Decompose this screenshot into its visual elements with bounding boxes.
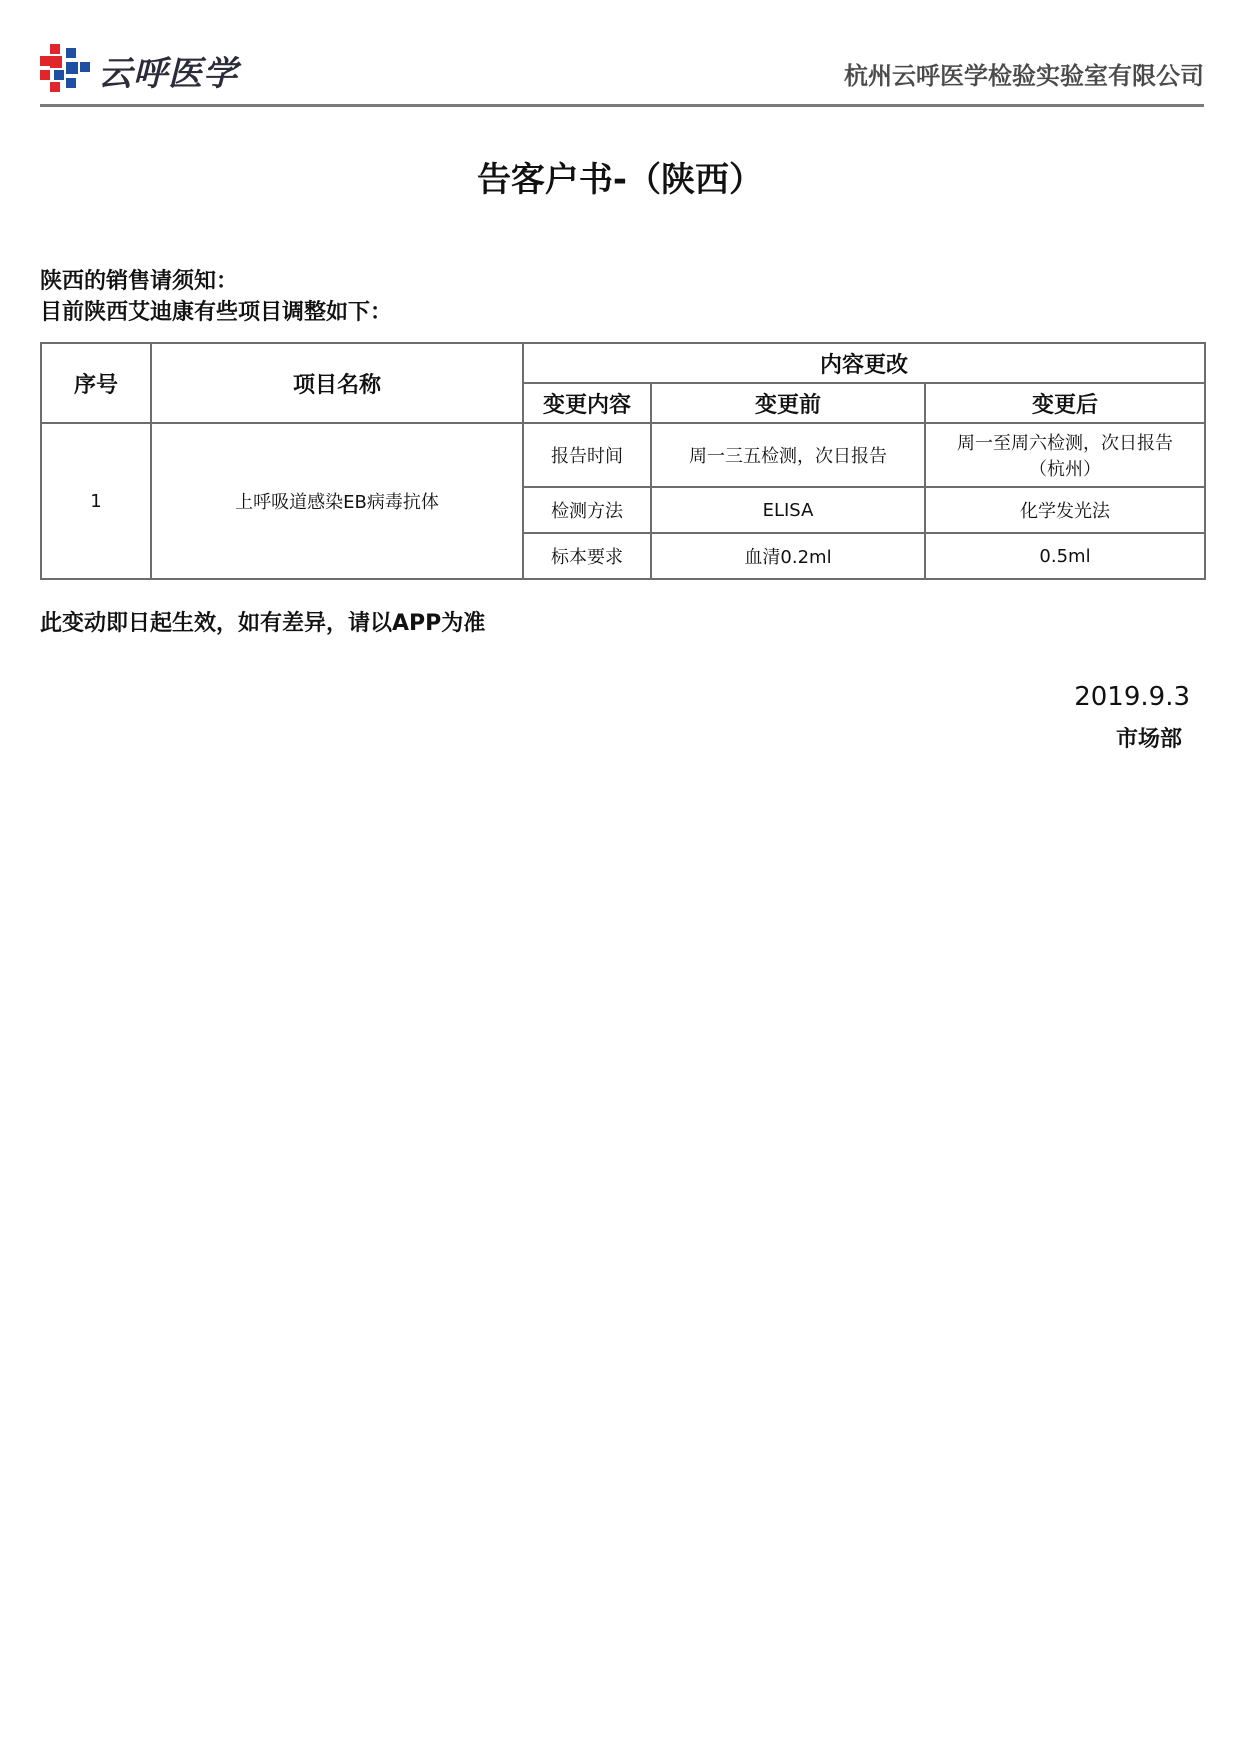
header-item-name: 项目名称 bbox=[151, 343, 523, 423]
cell-after: 化学发光法 bbox=[925, 487, 1205, 533]
header-after: 变更后 bbox=[925, 383, 1205, 423]
intro-line-2: 目前陕西艾迪康有些项目调整如下： bbox=[40, 300, 393, 325]
cell-after: 0.5ml bbox=[925, 533, 1205, 579]
header-seq: 序号 bbox=[41, 343, 151, 423]
header-content-change: 内容更改 bbox=[523, 343, 1205, 383]
cell-field: 报告时间 bbox=[523, 423, 651, 487]
intro-line-1: 陕西的销售请须知： bbox=[40, 269, 239, 294]
logo-text: 云呼医学 bbox=[98, 53, 238, 94]
effective-notice: 此变动即日起生效，如有差异，请以APP为准 bbox=[40, 611, 486, 636]
cell-field: 标本要求 bbox=[523, 533, 651, 579]
cell-after-line-2: （杭州） bbox=[1029, 459, 1101, 480]
document-title: 告客户书-（陕西） bbox=[476, 160, 764, 200]
cell-before: 血清0.2ml bbox=[651, 533, 925, 579]
header-before: 变更前 bbox=[651, 383, 925, 423]
table-row bbox=[41, 423, 1205, 487]
signature-date: 2019.9.3 bbox=[1074, 682, 1190, 712]
medical-cross-logo-icon bbox=[40, 44, 92, 96]
logo bbox=[40, 44, 238, 96]
header-change-content: 变更内容 bbox=[523, 383, 651, 423]
cell-field: 检测方法 bbox=[523, 487, 651, 533]
cell-before: ELISA bbox=[651, 487, 925, 533]
cell-seq: 1 bbox=[41, 423, 151, 579]
letterhead bbox=[40, 40, 1204, 107]
cell-before: 周一三五检测，次日报告 bbox=[651, 423, 925, 487]
signature-department: 市场部 bbox=[1115, 727, 1182, 752]
cell-after-line-1: 周一至周六检测，次日报告 bbox=[957, 433, 1173, 454]
cell-after bbox=[925, 423, 1205, 487]
cell-item-name: 上呼吸道感染EB病毒抗体 bbox=[151, 423, 523, 579]
change-table bbox=[40, 342, 1206, 580]
intro-text bbox=[40, 266, 392, 328]
company-name: 杭州云呼医学检验实验室有限公司 bbox=[844, 62, 1204, 90]
